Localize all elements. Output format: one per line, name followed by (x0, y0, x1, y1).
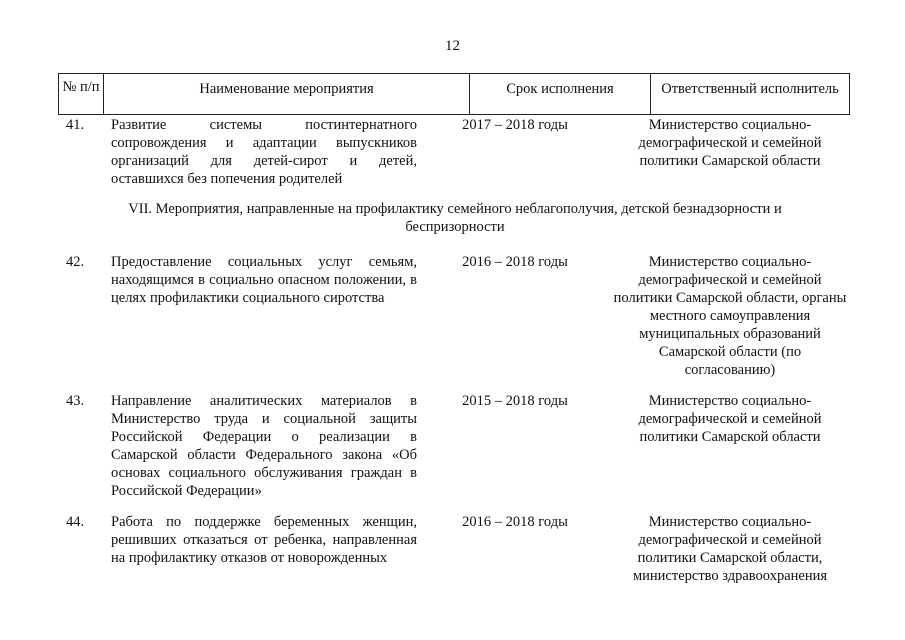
row-name: Развитие системы постинтернатного сопровождения и адаптации выпускников организаций для детей-сирот и детей, оставшихся без попечения родителей (111, 117, 417, 187)
table-header (58, 73, 850, 115)
row-number: 44. (66, 514, 85, 530)
page-number: 12 (445, 38, 460, 54)
row-responsible: Министерство социально-демографической и семейной политики Самарской области, министерство здравоохранения (632, 514, 828, 584)
row-term: 2016 – 2018 годы (462, 254, 568, 270)
row-number: 41. (66, 117, 85, 133)
section-title: VII. Мероприятия, направленные на профилактику семейного неблагополучия, детской безнадзорности и беспризорности (128, 201, 782, 235)
row-name: Предоставление социальных услуг семьям, находящимся в социально опасном положении, в целях профилактики социального сиротства (111, 254, 417, 306)
row-responsible: Министерство социально-демографической и семейной политики Самарской области (638, 393, 822, 445)
row-term: 2015 – 2018 годы (462, 393, 568, 409)
header-resp: Ответственный исполнитель (661, 81, 839, 97)
row-term: 2016 – 2018 годы (462, 514, 568, 530)
header-name: Наименование мероприятия (199, 81, 374, 97)
row-number: 43. (66, 393, 85, 409)
row-responsible: Министерство социально-демографической и семейной политики Самарской области (638, 117, 822, 169)
row-responsible: Министерство социально-демографической и семейной политики Самарской области, органы местного самоуправления муниципальных образований Самарской области (по согласованию) (613, 254, 847, 378)
row-number: 42. (66, 254, 85, 270)
header-term: Срок исполнения (506, 81, 614, 97)
row-name: Работа по поддержке беременных женщин, решивших отказаться от ребенка, направленная на профилактику отказов от новорожденных (111, 514, 417, 566)
header-num: № п/п (62, 79, 100, 95)
row-term: 2017 – 2018 годы (462, 117, 568, 133)
row-name: Направление аналитических материалов в Министерство труда и социальной защиты Российской Федерации о реализации в Самарской области Федерального закона «Об основах социального обслуживания граждан в Российской Федерации» (111, 393, 417, 499)
